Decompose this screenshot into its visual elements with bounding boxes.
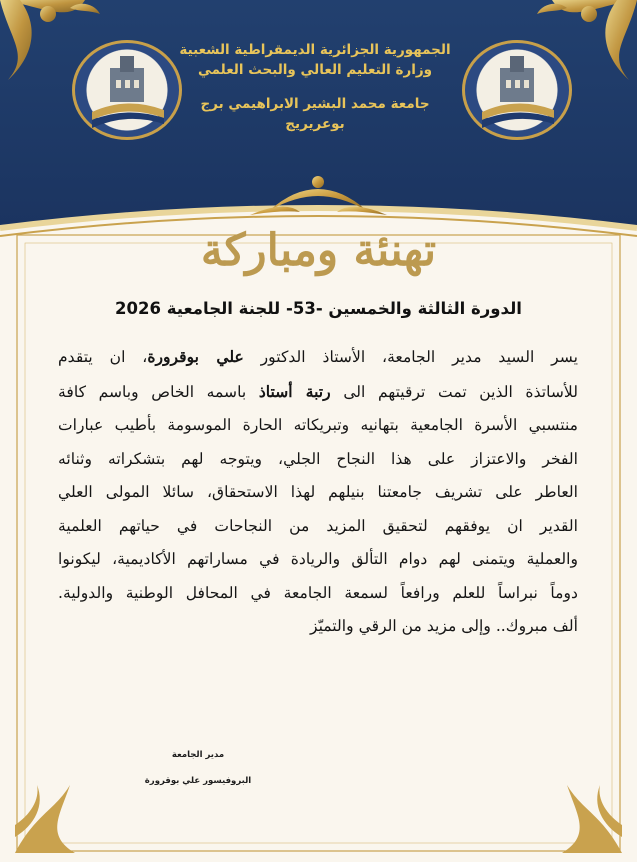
university-name: جامعة محمد البشير الابراهيمي برج بوعريريج <box>200 96 430 132</box>
signature-name: البروفيسور علي بوقرورة <box>144 776 252 786</box>
header-titles <box>170 40 460 134</box>
signature-role: مدير الجامعة <box>171 750 225 760</box>
session-heading: الدورة الثالثة والخمسين -53- للجنة الجامعية 2026 <box>115 299 522 318</box>
university-logo-right <box>462 40 572 140</box>
congratulations-title: تهنئة ومباركة <box>200 225 437 276</box>
body-line: دوماً نبراساً للعلم ورافعاً لسمعة الجامعة في المحافل الوطنية والدولية. <box>58 583 578 602</box>
signature-block <box>128 742 268 794</box>
director-name: علي بوقرورة <box>147 347 244 366</box>
republic-name: الجمهورية الجزائرية الديمقراطية الشعبية <box>179 42 451 58</box>
body-line: العاطر على تشريف جامعتنا بنيلهم لهذا الاستحقاق، سائلا المولى العلي <box>58 483 578 501</box>
body-line: القدير ان يوفقهم لتحقيق المزيد من النجاحات في حياتهم العلمية <box>58 516 578 535</box>
body-line: يسر السيد مدير الجامعة، الأستاذ الدكتور علي بوقرورة، ان يتقدم <box>58 347 578 366</box>
rank-highlight: رتبة أستاذ <box>258 381 331 401</box>
body-line: للأساتذة الذين تمت ترقيتهم الى رتبة أستاذ باسمه الخاص وباسم كافة <box>58 381 578 401</box>
announcement-body <box>58 340 578 644</box>
body-line: منتسبي الأسرة الجامعية بتهانيه وتبريكاته الحارة الموسومة بأطيب عبارات <box>58 416 578 434</box>
closing-line: ألف مبروك.. وإلى مزيد من الرقي والتميّز <box>309 617 578 635</box>
body-line: والعملية ويتمنى لهم دوام التألق والريادة في مساراتهم الأكاديمية، ليكونوا <box>58 550 578 568</box>
ministry-name: وزارة التعليم العالي والبحث العلمي <box>197 62 433 78</box>
university-logo-left <box>72 40 182 140</box>
body-line: الفخر والاعتزاز على هذا النجاح الجلي، ويتوجه لهم بتشكراته وثنائه <box>58 449 578 468</box>
